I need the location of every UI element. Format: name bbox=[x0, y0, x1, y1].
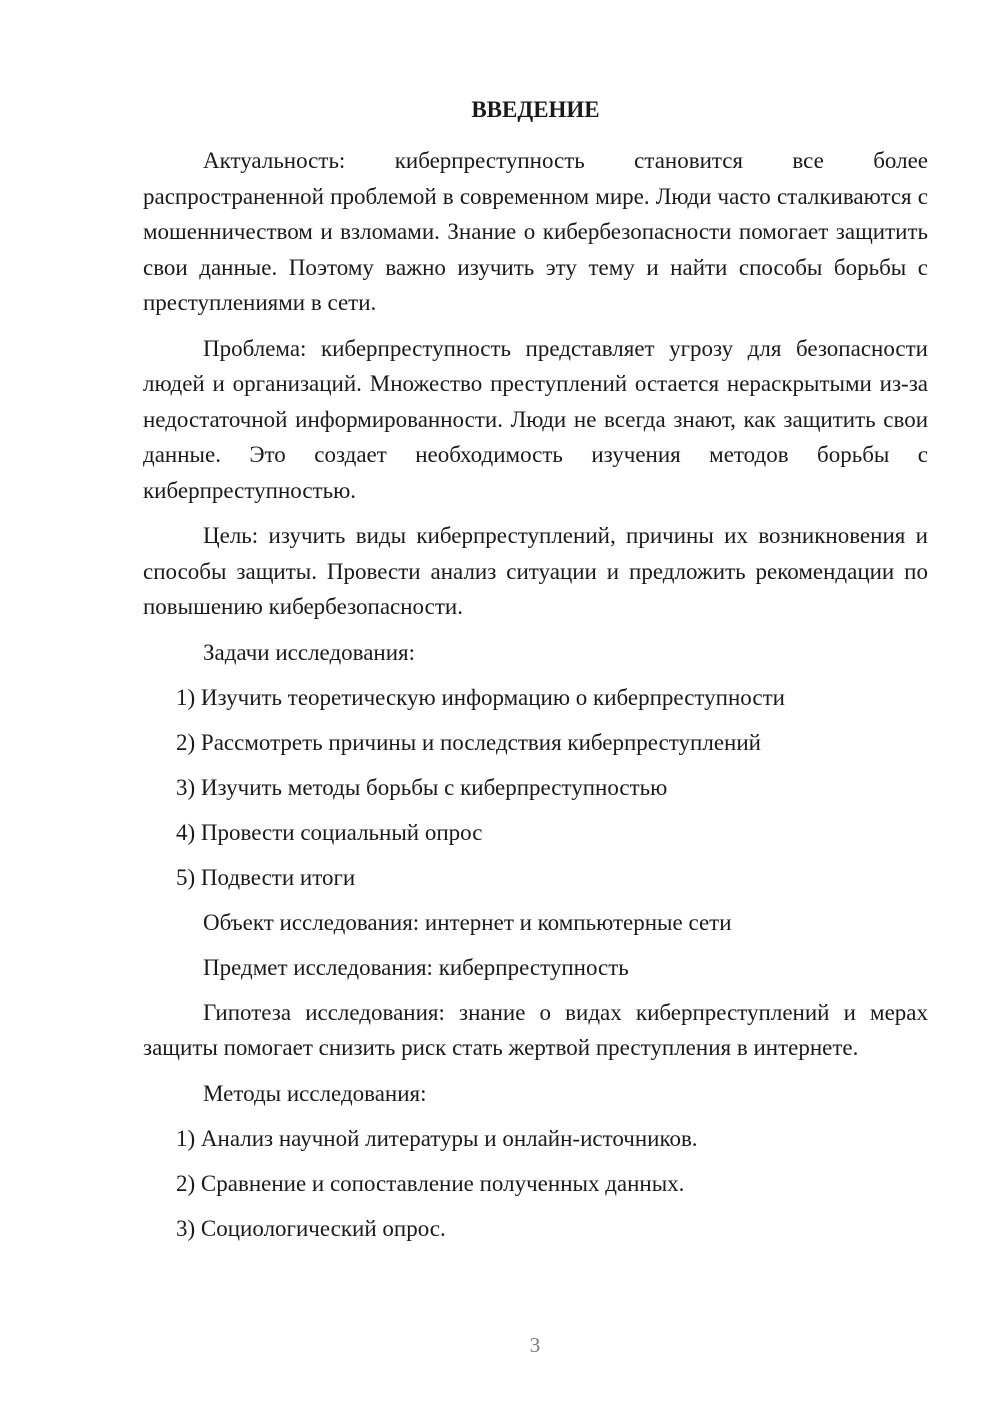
problem-paragraph: Проблема: киберпреступность представляет угрозу для безопасности людей и организаций. Множество преступлений остается нераскрытыми из-за недостаточной информированности. Люди не всегда знают, как защитить свои данные. Это создает необходимость изучения методов борьбы с киберпреступностью. bbox=[143, 335, 928, 503]
research-object: Объект исследования: интернет и компьютерные сети bbox=[203, 909, 732, 935]
relevance-paragraph: Актуальность: киберпреступность становится все более распространенной проблемой в современном мире. Люди часто сталкиваются с мошенничеством и взломами. Знание о кибербезопасности помогает защитить свои данные. Поэтому важно изучить эту тему и найти способы борьбы с преступлениями в сети. bbox=[143, 148, 928, 315]
methods-heading: Методы исследования: bbox=[203, 1080, 427, 1106]
research-subject: Предмет исследования: киберпреступность bbox=[203, 954, 629, 980]
task-item: 3) Изучить методы борьбы с киберпреступностью bbox=[176, 774, 668, 800]
tasks-heading: Задачи исследования: bbox=[203, 639, 416, 665]
page-title: ВВЕДЕНИЕ bbox=[471, 97, 600, 122]
hypothesis-paragraph: Гипотеза исследования: знание о видах киберпреступлений и мерах защиты помогает снизить риск стать жертвой преступления в интернете. bbox=[143, 999, 928, 1060]
page-number: 3 bbox=[529, 1333, 541, 1357]
goal-paragraph: Цель: изучить виды киберпреступлений, причины их возникновения и способы защиты. Провести анализ ситуации и предложить рекомендации по повышению кибербезопасности. bbox=[143, 523, 928, 619]
method-item: 1) Анализ научной литературы и онлайн-источников. bbox=[176, 1125, 698, 1151]
task-item: 5) Подвести итоги bbox=[176, 864, 356, 890]
task-item: 4) Провести социальный опрос bbox=[176, 819, 483, 845]
task-item: 2) Рассмотреть причины и последствия киберпреступлений bbox=[176, 729, 761, 755]
task-item: 1) Изучить теоретическую информацию о киберпреступности bbox=[176, 684, 785, 710]
method-item: 3) Социологический опрос. bbox=[176, 1215, 446, 1241]
page-content bbox=[143, 94, 928, 1256]
method-item: 2) Сравнение и сопоставление полученных данных. bbox=[176, 1170, 685, 1196]
